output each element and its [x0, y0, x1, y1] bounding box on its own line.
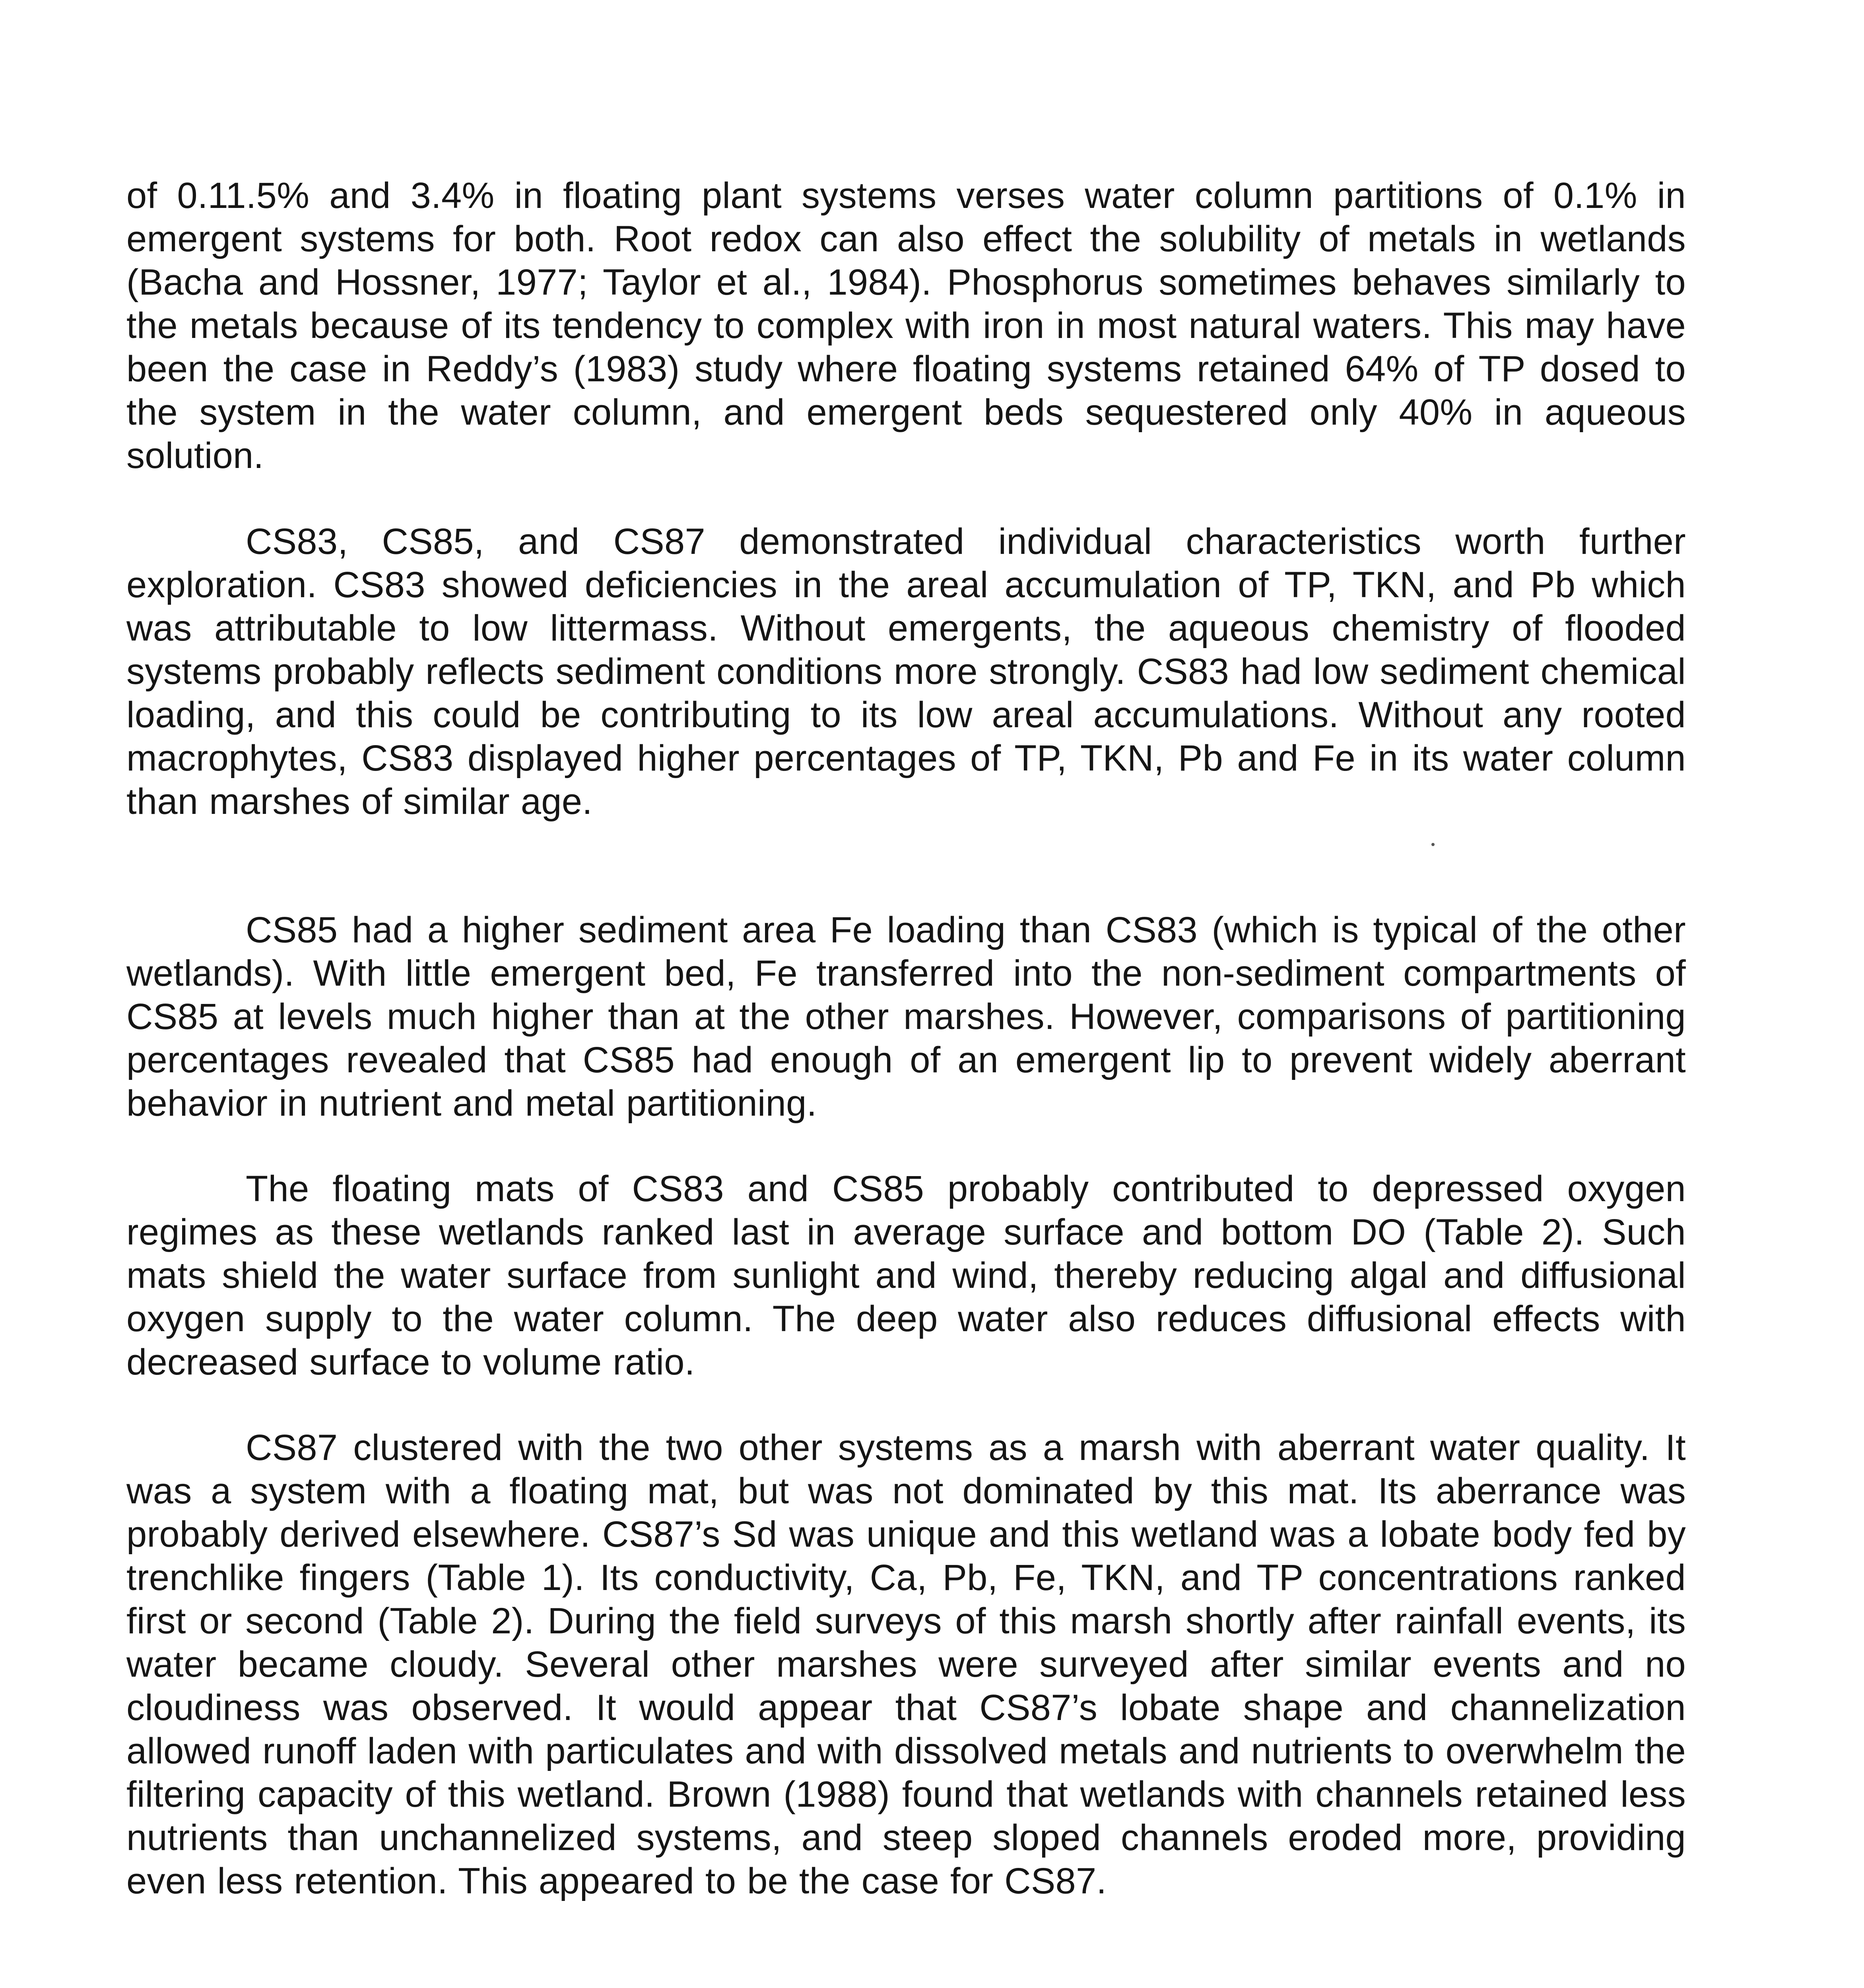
scan-speck	[1431, 843, 1435, 846]
paragraph-2: CS83, CS85, and CS87 demonstrated individual characteristics worth further exploration. CS83 showed deficiencies in the areal accumulation of TP, TKN, and Pb which was attributable to low littermass. Without emergents, the aqueous chemistry of flooded systems probably reflects sediment conditions more strongly. CS83 had low sediment chemical loading, and this could be contributing to its low areal accumulations. Without any rooted macrophytes, CS83 displayed higher percentages of TP, TKN, Pb and Fe in its water column than marshes of similar age.	[126, 521, 1686, 822]
paragraph-5: CS87 clustered with the two other systems as a marsh with aberrant water quality. It was a system with a floating mat, but was not dominated by this mat. Its aberrance was probably derived elsewhere. CS87’s Sd was unique and this wetland was a lobate body fed by trenchlike fingers (Table 1). Its conductivity, Ca, Pb, Fe, TKN, and TP concentrations ranked first or second (Table 2). During the field surveys of this marsh shortly after rainfall events, its water became cloudy. Several other marshes were surveyed after similar events and no cloudiness was observed. It would appear that CS87’s lobate shape and channelization allowed runoff laden with particulates and with dissolved metals and nutrients to overwhelm the filtering capacity of this wetland. Brown (1988) found that wetlands with channels retained less nutrients than unchannelized systems, and steep sloped channels eroded more, providing even less retention. This appeared to be the case for CS87.	[126, 1427, 1686, 1901]
paragraph-4: The floating mats of CS83 and CS85 probably contributed to depressed oxygen regimes as these wetlands ranked last in average surface and bottom DO (Table 2). Such mats shield the water surface from sunlight and wind, thereby reducing algal and diffusional oxygen supply to the water column. The deep water also reduces diffusional effects with decreased surface to volume ratio.	[126, 1169, 1686, 1382]
paragraph-1: of 0.11.5% and 3.4% in floating plant systems verses water column partitions of 0.1% in emergent systems for both. Root redox can also effect the solubility of metals in wetlands (Bacha and Hossner, 1977; Taylor et al., 1984). Phosphorus sometimes behaves similarly to the metals because of its tendency to complex with iron in most natural waters. This may have been the case in Reddy’s (1983) study where floating systems retained 64% of TP dosed to the system in the water column, and emergent beds sequestered only 40% in aqueous solution.	[126, 175, 1686, 476]
paragraph-3: CS85 had a higher sediment area Fe loading than CS83 (which is typical of the other wetlands). With little emergent bed, Fe transferred into the non-sediment compartments of CS85 at levels much higher than at the other marshes. However, comparisons of partitioning percentages revealed that CS85 had enough of an emergent lip to prevent widely aberrant behavior in nutrient and metal partitioning.	[126, 910, 1686, 1124]
